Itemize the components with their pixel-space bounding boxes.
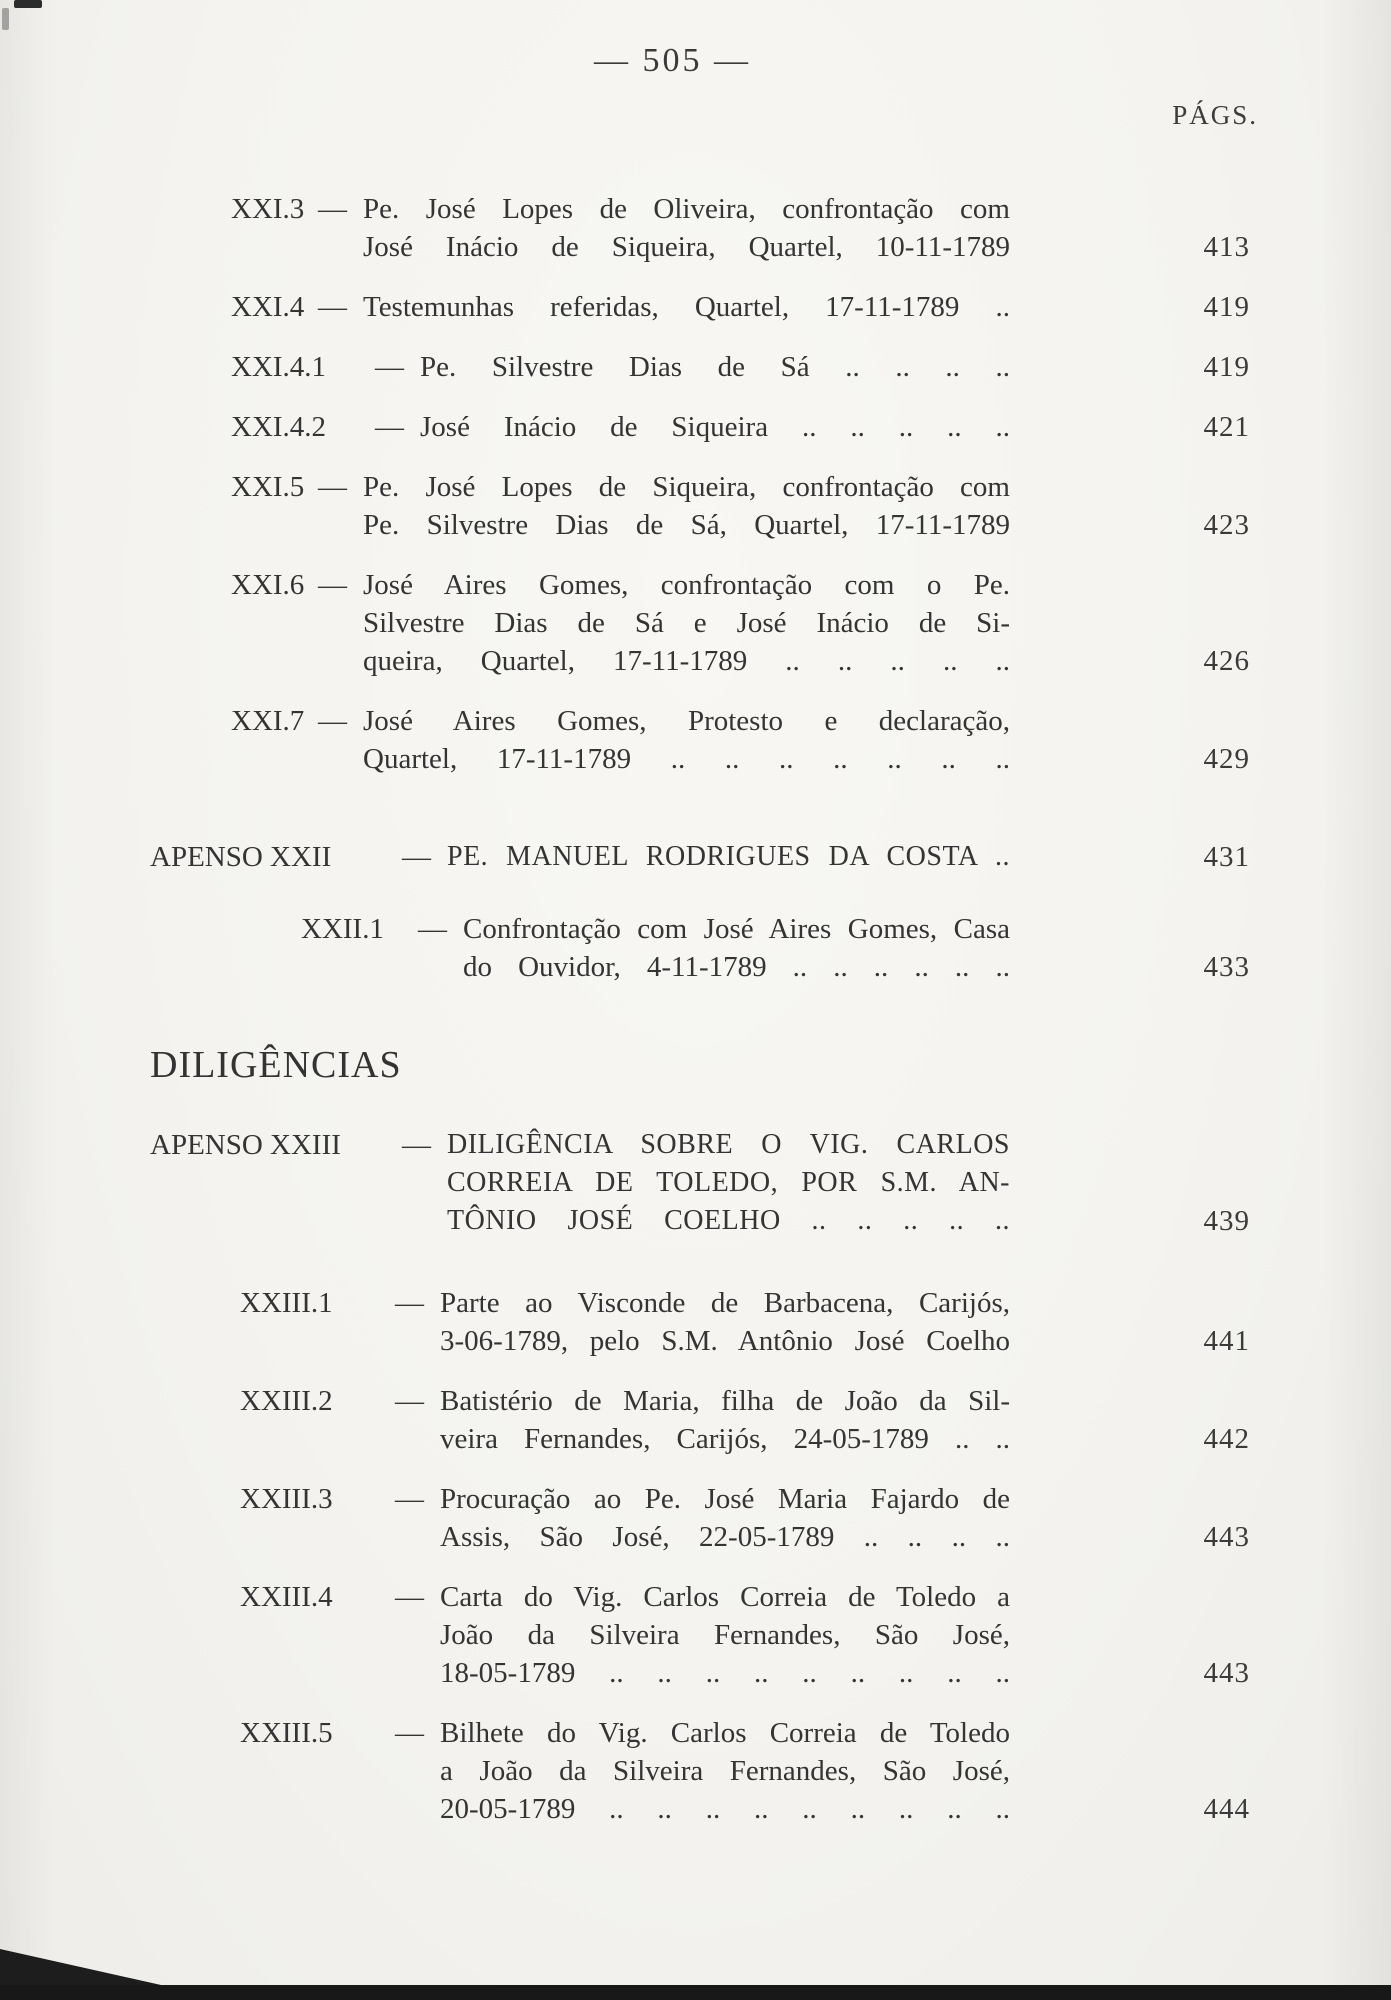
page-number-header: — 505 — — [594, 42, 751, 79]
toc-entry-line: Parte ao Visconde de Barbacena, Carijós, — [440, 1287, 1010, 1319]
toc-entry-line: José Aires Gomes, Protesto e declaração, — [363, 705, 1010, 737]
toc-entry-number: XXI.4.2 — [231, 411, 327, 443]
toc-entry-text — [363, 468, 1010, 544]
toc-entry-label — [231, 288, 347, 326]
toc-entry-label — [150, 1126, 431, 1164]
toc-entry-xxi-6 — [0, 566, 1391, 680]
toc-entry-line: Pe. José Lopes de Oliveira, confrontação com — [363, 193, 1010, 225]
toc-entry-page-number: 441 — [1203, 1325, 1250, 1357]
toc-entry-line: Silvestre Dias de Sá e José Inácio de Si- — [363, 607, 1010, 639]
toc-entry-line: Pe. Silvestre Dias de Sá, Quartel, 17-11-1789 — [363, 509, 1010, 541]
toc-entry-line: a João da Silveira Fernandes, São José, — [440, 1755, 1010, 1787]
scan-artifact-speck — [14, 0, 42, 8]
toc-entry-line: Quartel, 17-11-1789 .. .. .. .. .. .. .. — [363, 743, 1010, 775]
toc-entry-page-number: 431 — [1203, 841, 1250, 873]
toc-entry-apenso-xxii — [0, 838, 1391, 876]
toc-entry-line: DILIGÊNCIA SOBRE O VIG. CARLOS — [447, 1129, 1010, 1160]
toc-entry-number: XXIII.2 — [240, 1385, 333, 1417]
toc-entry-text — [440, 1284, 1010, 1360]
toc-entry-dash: — — [395, 1287, 424, 1319]
toc-entry-line: 18-05-1789 .. .. .. .. .. .. .. .. .. — [440, 1657, 1010, 1689]
toc-entry-dash: — — [318, 569, 347, 601]
scan-artifact-speck — [2, 8, 9, 30]
toc-entry-dash: — — [318, 471, 347, 503]
toc-entry-line: Testemunhas referidas, Quartel, 17-11-1789 .. — [363, 291, 1010, 323]
toc-entry-label — [150, 838, 431, 876]
toc-entry-text — [420, 408, 1010, 446]
toc-entry-dash: — — [375, 411, 404, 443]
toc-entry-number: XXI.3 — [231, 193, 305, 225]
toc-entry-text — [440, 1382, 1010, 1458]
toc-entry-text — [440, 1480, 1010, 1556]
toc-entry-line: 20-05-1789 .. .. .. .. .. .. .. .. .. — [440, 1793, 1010, 1825]
toc-entry-line: Procuração ao Pe. José Maria Fajardo de — [440, 1483, 1010, 1515]
toc-entry-line: TÔNIO JOSÉ COELHO .. .. .. .. .. — [447, 1205, 1010, 1236]
toc-entry-number: XXIII.1 — [240, 1287, 333, 1319]
toc-entry-number: XXIII.4 — [240, 1581, 333, 1613]
toc-entry-page-number: 439 — [1203, 1205, 1250, 1237]
toc-entry-line: Bilhete do Vig. Carlos Correia de Toledo — [440, 1717, 1010, 1749]
toc-entry-label — [240, 1578, 424, 1616]
scan-artifact-bottom-edge — [0, 1985, 1391, 2000]
toc-entry-label — [231, 702, 347, 740]
toc-entry-text — [440, 1714, 1010, 1828]
toc-entry-dash: — — [318, 193, 347, 225]
toc-entry-dash: — — [402, 841, 431, 873]
toc-entry-page-number: 421 — [1203, 411, 1250, 443]
toc-entry-page-number: 419 — [1203, 291, 1250, 323]
toc-entry-line: José Inácio de Siqueira, Quartel, 10-11-1789 — [363, 231, 1010, 263]
toc-entry-xxi-5 — [0, 468, 1391, 544]
toc-entry-text — [363, 288, 1010, 326]
toc-entry-dash: — — [402, 1129, 431, 1161]
toc-entry-dash: — — [395, 1581, 424, 1613]
toc-entry-line: 3-06-1789, pelo S.M. Antônio José Coelho — [440, 1325, 1010, 1357]
toc-entry-line: José Aires Gomes, confrontação com o Pe. — [363, 569, 1010, 601]
toc-entry-page-number: 444 — [1203, 1793, 1250, 1825]
toc-entry-line: queira, Quartel, 17-11-1789 .. .. .. .. .. — [363, 645, 1010, 677]
toc-entry-line: Pe. José Lopes de Siqueira, confrontação com — [363, 471, 1010, 503]
toc-entry-label — [231, 566, 347, 604]
toc-entry-label — [240, 1480, 424, 1518]
toc-entry-line: CORREIA DE TOLEDO, POR S.M. AN- — [447, 1167, 1010, 1198]
toc-entry-page-number: 429 — [1203, 743, 1250, 775]
toc-entry-text — [420, 348, 1010, 386]
toc-entry-text — [463, 910, 1010, 986]
toc-entry-line: do Ouvidor, 4-11-1789 .. .. .. .. .. .. — [463, 951, 1010, 983]
toc-entry-label — [240, 1714, 424, 1752]
toc-entry-line: José Inácio de Siqueira .. .. .. .. .. — [420, 411, 1010, 443]
toc-entry-xxiii-1 — [0, 1284, 1391, 1360]
toc-entry-dash: — — [395, 1385, 424, 1417]
toc-entry-number: XXI.4.1 — [231, 351, 327, 383]
toc-entry-number: XXI.5 — [231, 471, 305, 503]
toc-entry-apenso-xxiii — [0, 1126, 1391, 1240]
toc-entry-number: APENSO XXIII — [150, 1129, 341, 1161]
toc-entry-xxi-4-1 — [0, 348, 1391, 386]
toc-entry-page-number: 423 — [1203, 509, 1250, 541]
toc-entry-dash: — — [418, 913, 447, 945]
toc-entry-number: XXII.1 — [301, 913, 384, 945]
toc-entry-line: veira Fernandes, Carijós, 24-05-1789 .. .. — [440, 1423, 1010, 1455]
toc-entry-xxii-1 — [0, 910, 1391, 986]
pages-column-header: PÁGS. — [1172, 100, 1258, 130]
section-heading: DILIGÊNCIAS — [150, 1044, 402, 1086]
toc-entry-number: XXIII.5 — [240, 1717, 333, 1749]
toc-entry-page-number: 433 — [1203, 951, 1250, 983]
toc-entry-label — [301, 910, 447, 948]
toc-entry-line: Confrontação com José Aires Gomes, Casa — [463, 913, 1010, 945]
toc-entry-line: João da Silveira Fernandes, São José, — [440, 1619, 1010, 1651]
toc-entry-xxi-4-2 — [0, 408, 1391, 446]
toc-entry-number: XXI.4 — [231, 291, 305, 323]
toc-entry-label — [240, 1284, 424, 1322]
toc-entry-dash: — — [318, 705, 347, 737]
toc-entry-label — [231, 408, 404, 446]
toc-entry-line: Carta do Vig. Carlos Correia de Toledo a — [440, 1581, 1010, 1613]
toc-entry-label — [231, 468, 347, 506]
table-of-contents — [0, 160, 1391, 1828]
toc-entry-line: Batistério de Maria, filha de João da Sil- — [440, 1385, 1010, 1417]
toc-entry-xxiii-3 — [0, 1480, 1391, 1556]
toc-entry-page-number: 413 — [1203, 231, 1250, 263]
toc-entry-number: XXI.6 — [231, 569, 305, 601]
toc-entry-text — [363, 566, 1010, 680]
toc-entry-text — [363, 190, 1010, 266]
toc-entry-dash: — — [375, 351, 404, 383]
toc-entry-xxiii-4 — [0, 1578, 1391, 1692]
toc-entry-page-number: 419 — [1203, 351, 1250, 383]
toc-entry-dash: — — [395, 1717, 424, 1749]
toc-entry-dash: — — [318, 291, 347, 323]
toc-entry-line: Pe. Silvestre Dias de Sá .. .. .. .. — [420, 351, 1010, 383]
toc-entry-xxi-3 — [0, 190, 1391, 266]
toc-entry-xxi-4 — [0, 288, 1391, 326]
toc-entry-page-number: 443 — [1203, 1657, 1250, 1689]
toc-entry-text — [363, 702, 1010, 778]
toc-entry-label — [231, 348, 404, 386]
toc-entry-line: Assis, São José, 22-05-1789 .. .. .. .. — [440, 1521, 1010, 1553]
toc-entry-page-number: 426 — [1203, 645, 1250, 677]
toc-entry-number: XXIII.3 — [240, 1483, 333, 1515]
toc-entry-page-number: 442 — [1203, 1423, 1250, 1455]
toc-entry-xxi-7 — [0, 702, 1391, 778]
toc-entry-text — [447, 1126, 1010, 1240]
toc-entry-page-number: 443 — [1203, 1521, 1250, 1553]
toc-entry-label — [240, 1382, 424, 1420]
toc-entry-label — [231, 190, 347, 228]
scan-artifact-corner-shadow — [0, 1949, 170, 1987]
toc-entry-line: PE. MANUEL RODRIGUES DA COSTA .. — [447, 841, 1010, 872]
toc-entry-text — [447, 838, 1010, 876]
toc-entry-number: APENSO XXII — [150, 841, 332, 873]
toc-entry-dash: — — [395, 1483, 424, 1515]
toc-entry-xxiii-2 — [0, 1382, 1391, 1458]
toc-entry-xxiii-5 — [0, 1714, 1391, 1828]
toc-entry-text — [440, 1578, 1010, 1692]
toc-entry-number: XXI.7 — [231, 705, 305, 737]
